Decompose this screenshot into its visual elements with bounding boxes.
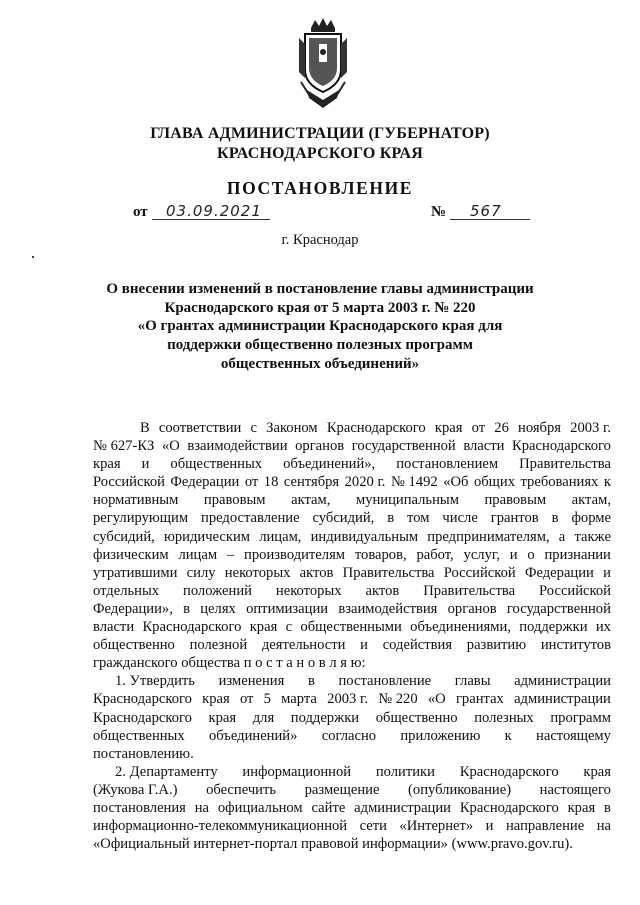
body-word: настоящего (539, 781, 611, 798)
body-word: постановления (93, 799, 186, 816)
body-word: общих (473, 474, 516, 491)
body-word: к (603, 474, 611, 491)
body-word: работ, (416, 546, 454, 563)
body-word: направление (505, 818, 585, 835)
body-word: в (604, 799, 611, 816)
body-word: грантах (455, 691, 504, 708)
body-word: размещение (304, 781, 380, 798)
body-word: 2. Департаменту (115, 763, 218, 780)
body-word: администрации (514, 673, 611, 690)
body-word: информационно-телекоммуникационной (93, 818, 348, 835)
body-line (93, 546, 611, 564)
body-line (93, 817, 611, 835)
body-word: объединениями, (410, 619, 511, 636)
body-word: государственной (506, 600, 611, 617)
body-word: (Жукова Г.А.) (93, 781, 178, 798)
body-word: в (183, 600, 191, 617)
body-word: их (595, 619, 611, 636)
body-word: настоящему (536, 727, 611, 744)
body-word: Федерации (170, 474, 240, 491)
region-title: КРАСНОДАРСКОГО КРАЯ (217, 145, 423, 162)
body-word: лицам (178, 546, 218, 563)
body-word: № 220 (378, 691, 418, 708)
body-word: институтов (540, 637, 611, 654)
body-line (93, 799, 611, 817)
body-word: 18 (263, 474, 279, 491)
title-line: общественных объединений» (220, 355, 420, 372)
body-word: актам, (571, 492, 611, 509)
body-word: края (583, 763, 611, 780)
body-word: актов (299, 564, 334, 581)
body-word: общественно (375, 709, 458, 726)
body-word: 2003 г. (327, 691, 368, 708)
body-word: сайте (311, 799, 346, 816)
body-word: края (434, 420, 463, 436)
body-word: сети (359, 818, 387, 835)
document-title (0, 280, 640, 374)
body-word: 2020 г. (344, 474, 386, 491)
body-word: правовым (484, 492, 547, 509)
city: г. Краснодар (281, 232, 359, 248)
authority-title: ГЛАВА АДМИНИСТРАЦИИ (ГУБЕРНАТОР) (150, 125, 490, 142)
body-line (93, 600, 611, 618)
body-word: Российской (539, 582, 611, 599)
body-word: субсидий, (312, 510, 375, 527)
body-word: общественными (300, 619, 402, 636)
scan-speck (32, 256, 34, 258)
body-word: информационной (242, 763, 352, 780)
date-label: от (133, 204, 148, 220)
body-word: края (93, 456, 121, 473)
body-line (93, 455, 611, 473)
body-word: индивидуальным (310, 528, 419, 545)
body-word: юридическим (163, 528, 251, 545)
body-word: администрации (354, 799, 451, 816)
body-word: правовым (203, 492, 266, 509)
body-word: «Официальный интернет-портал правовой информации» (www.pravo.gov.ru). (93, 836, 573, 853)
body-word: постановление (338, 673, 432, 690)
body-word: полезных (474, 709, 534, 726)
body-word: органов (447, 600, 497, 617)
body-word: Российской (443, 564, 516, 581)
body-word: постановлением (396, 456, 499, 473)
body-word: от (244, 474, 259, 491)
body-word: и (360, 637, 368, 654)
body-word: Правительства (519, 456, 611, 473)
body-word: а (558, 528, 566, 545)
number-value: 567 (470, 202, 502, 220)
body-word: предпринимателям, (427, 528, 550, 545)
body-word: Правительства (342, 564, 435, 581)
body-word: услуг, (463, 546, 500, 563)
body-word: «О (161, 438, 180, 455)
body-word: Краснодарского (459, 763, 559, 780)
body-word: гражданского общества п о с т а н о в л я ю: (93, 655, 366, 672)
body-word: В (140, 420, 150, 436)
body-word: некоторых (224, 564, 291, 581)
body-word: изменения (218, 673, 285, 690)
body-word: взаимодействии (187, 438, 288, 455)
body-word: Краснодарского (326, 420, 426, 436)
title-line: О внесении изменений в постановление главы администрации (106, 281, 534, 297)
body-word: края (567, 799, 596, 816)
body-word: власти (93, 619, 135, 636)
body-word: № 627-КЗ (93, 438, 155, 455)
body-word: полезной (189, 637, 248, 654)
body-word: – (226, 546, 235, 563)
body-word: общественных (93, 727, 185, 744)
body-line (93, 636, 611, 654)
body-word: края (208, 709, 237, 726)
body-word: физическим (93, 546, 169, 563)
body-word: некоторых (275, 582, 342, 599)
body-word: администрации (514, 691, 611, 708)
body-word: программ (550, 709, 611, 726)
body-word: марта (281, 691, 317, 708)
body-word: к (504, 727, 512, 744)
body-word: № 1492 (390, 474, 438, 491)
body-word: органов (295, 438, 345, 455)
body-word: общественно (93, 637, 175, 654)
body-word: числе (442, 510, 478, 527)
body-word: муниципальным (355, 492, 459, 509)
body-word: (опубликование) (408, 781, 512, 798)
body-word: и (603, 564, 611, 581)
body-word: власти (463, 438, 505, 455)
body-word: Краснодарского (93, 709, 192, 726)
document-body (93, 419, 611, 853)
body-line (93, 709, 611, 727)
body-word: объединений», (283, 456, 376, 473)
body-line (93, 781, 611, 799)
body-word: для (252, 709, 275, 726)
body-word: соответствии (158, 420, 242, 436)
body-word: производителям (244, 546, 346, 563)
body-word: 5 (263, 691, 271, 708)
body-word: Краснодарского (93, 691, 192, 708)
body-line (93, 654, 611, 672)
document-type: ПОСТАНОВЛЕНИЕ (226, 178, 414, 198)
body-word: Краснодарского (459, 799, 559, 816)
body-word: оптимизации (246, 600, 329, 617)
body-word: Краснодарского (142, 619, 242, 636)
body-word: объединений» (208, 727, 298, 744)
body-word: о (527, 546, 535, 563)
body-line (93, 491, 611, 509)
body-word: политики (375, 763, 435, 780)
body-word: «О (427, 691, 446, 708)
body-word: приложению (400, 727, 481, 744)
body-word: края (202, 691, 230, 708)
body-line (93, 835, 611, 853)
body-line (93, 437, 611, 455)
body-word: Краснодарского (512, 438, 611, 455)
body-word: предоставление (201, 510, 300, 527)
body-line (93, 690, 611, 708)
body-word: государственной (351, 438, 456, 455)
body-word: сентября (283, 474, 340, 491)
body-word: Федерации (524, 564, 594, 581)
body-word: официальном (217, 799, 303, 816)
body-word: требованиях (520, 474, 599, 491)
body-line (93, 763, 611, 781)
body-word: Законом (266, 420, 318, 436)
body-word: с (250, 420, 257, 436)
body-word: на (596, 818, 611, 835)
body-word: отдельных (93, 582, 160, 599)
body-word: грантов (490, 510, 539, 527)
body-word: признании (544, 546, 611, 563)
body-word: с (285, 619, 293, 636)
body-line (93, 618, 611, 636)
title-line: «О грантах администрации Краснодарского края для (137, 318, 503, 335)
body-word: деятельности (261, 637, 346, 654)
body-word: взаимодействия (338, 600, 438, 617)
body-word: 1. Утвердить (115, 673, 195, 690)
body-word: и (141, 456, 150, 473)
body-word: на (194, 799, 210, 816)
body-line (93, 528, 611, 546)
body-word: ноября (518, 420, 561, 436)
body-word: обеспечить (206, 781, 277, 798)
body-word: в (387, 510, 395, 527)
body-line (93, 745, 611, 763)
body-word: от (471, 420, 486, 436)
body-word: нормативным (93, 492, 179, 509)
body-word: положений (183, 582, 252, 599)
body-word: края (249, 619, 278, 636)
body-line (93, 564, 611, 582)
body-line (93, 509, 611, 527)
body-word: актам, (291, 492, 331, 509)
coat-of-arms-emblem (297, 18, 349, 110)
body-line (93, 727, 611, 745)
body-word: и (509, 546, 518, 563)
body-word: содействия (382, 637, 453, 654)
body-word: форме (571, 510, 611, 527)
body-word: в (551, 510, 559, 527)
body-word: и (485, 818, 494, 835)
body-line (93, 473, 611, 491)
body-word: также (574, 528, 611, 545)
body-word: целях (200, 600, 236, 617)
body-word: том (407, 510, 430, 527)
date-value: 03.09.2021 (166, 202, 262, 220)
body-word: субсидий, (93, 528, 155, 545)
body-word: поддержки (519, 619, 588, 636)
body-word: актов (365, 582, 400, 599)
body-word: в (307, 673, 315, 690)
body-word: 2003 г. (570, 420, 611, 436)
body-word: Российской (93, 474, 165, 491)
body-word: «Об (443, 474, 469, 491)
body-line (93, 419, 611, 437)
body-word: «Интернет» (399, 818, 474, 835)
body-word: главы (454, 673, 491, 690)
body-word: согласно (321, 727, 377, 744)
body-word: постановлению. (93, 745, 194, 762)
body-word: Правительства (423, 582, 516, 599)
body-word: регулирующим (93, 510, 189, 527)
number-label: № (431, 204, 447, 220)
body-word: утратившими (93, 564, 178, 581)
title-line: поддержки общественно полезных программ (167, 337, 473, 354)
body-word: от (239, 691, 254, 708)
body-word: общественных (170, 456, 263, 473)
title-line: Краснодарского края от 5 марта 2003 г. № 220 (164, 299, 476, 316)
body-line (93, 582, 611, 600)
body-word: развитию (466, 637, 527, 654)
body-word: силу (186, 564, 216, 581)
body-word: товаров, (354, 546, 407, 563)
body-word: Федерации», (93, 600, 173, 617)
body-word: 26 (494, 420, 509, 436)
body-word: лицам, (259, 528, 302, 545)
body-line (93, 672, 611, 690)
body-word: поддержки (290, 709, 360, 726)
